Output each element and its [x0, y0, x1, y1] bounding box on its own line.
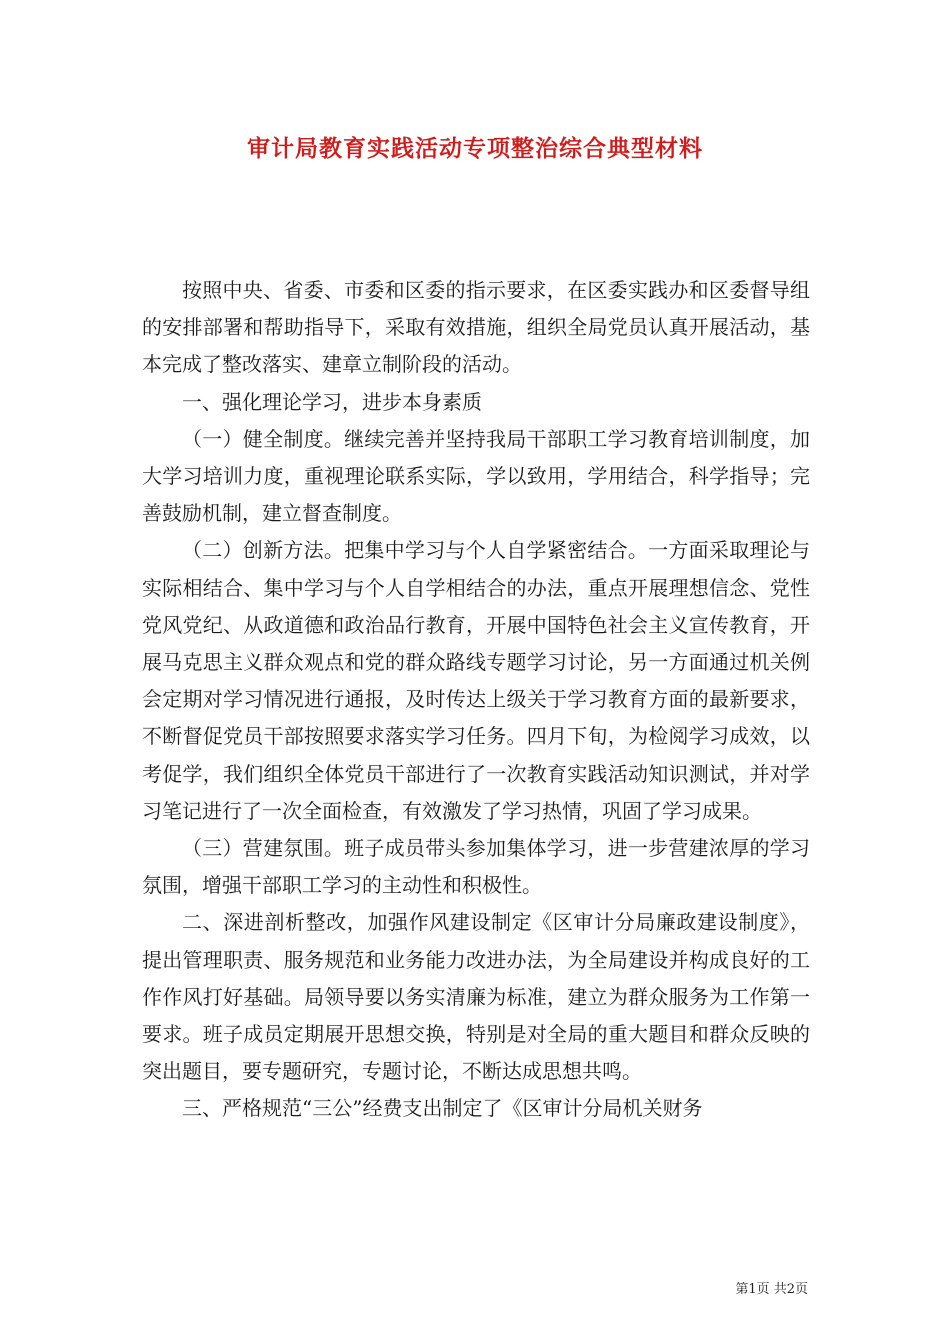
- paragraph-section-3: 三、严格规范“三公”经费支出制定了《区审计分局机关财务: [182, 1096, 703, 1121]
- paragraph-1-1: （一）健全制度。继续完善并坚持我局干部职工学习教育培训制度，加大学习培训力度，重视理论联系实际，学以致用，学用结合，科学指导；完善鼓励机制，建立督查制度。: [142, 426, 810, 526]
- paragraph-section-2: 二、深进剖析整改，加强作风建设制定《区审计分局廉政建设制度》，提出管理职责、服务规范和业务能力改进办法，为全局建设并构成良好的工作作风打好基础。局领导要以务实清廉为标准，建立为群众服务为工作第一要求。班子成员定期展开思想交换，特别是对全局的重大题目和群众反映的突出题目，要专题研究，专题讨论，不断达成思想共鸣。: [142, 910, 810, 1084]
- paragraph-1-3: （三）营建氛围。班子成员带头参加集体学习，进一步营建浓厚的学习氛围，增强干部职工学习的主动性和积极性。: [142, 836, 810, 898]
- document-body: [142, 272, 810, 1128]
- document-title: 审计局教育实践活动专项整治综合典型材料: [247, 136, 703, 162]
- paragraph-1-2: （二）创新方法。把集中学习与个人自学紧密结合。一方面采取理论与实际相结合、集中学习与个人自学相结合的办法，重点开展理想信念、党性党风党纪、从政道德和政治品行教育，开展中国特色社会主义宣传教育，开展马克思主义群众观点和党的群众路线专题学习讨论，另一方面通过机关例会定期对学习情况进行通报，及时传达上级关于学习教育方面的最新要求，不断督促党员干部按照要求落实学习任务。四月下旬，为检阅学习成效，以考促学，我们组织全体党员干部进行了一次教育实践活动知识测试，并对学习笔记进行了一次全面检查，有效激发了学习热情，巩固了学习成果。: [142, 538, 810, 823]
- heading-section-1: 一、强化理论学习，进步本身素质: [182, 389, 482, 414]
- page-number-footer: 第1页 共2页: [735, 1282, 808, 1297]
- paragraph-intro: 按照中央、省委、市委和区委的指示要求，在区委实践办和区委督导组的安排部署和帮助指导下，采取有效措施，组织全局党员认真开展活动，基本完成了整改落实、建章立制阶段的活动。: [142, 278, 810, 377]
